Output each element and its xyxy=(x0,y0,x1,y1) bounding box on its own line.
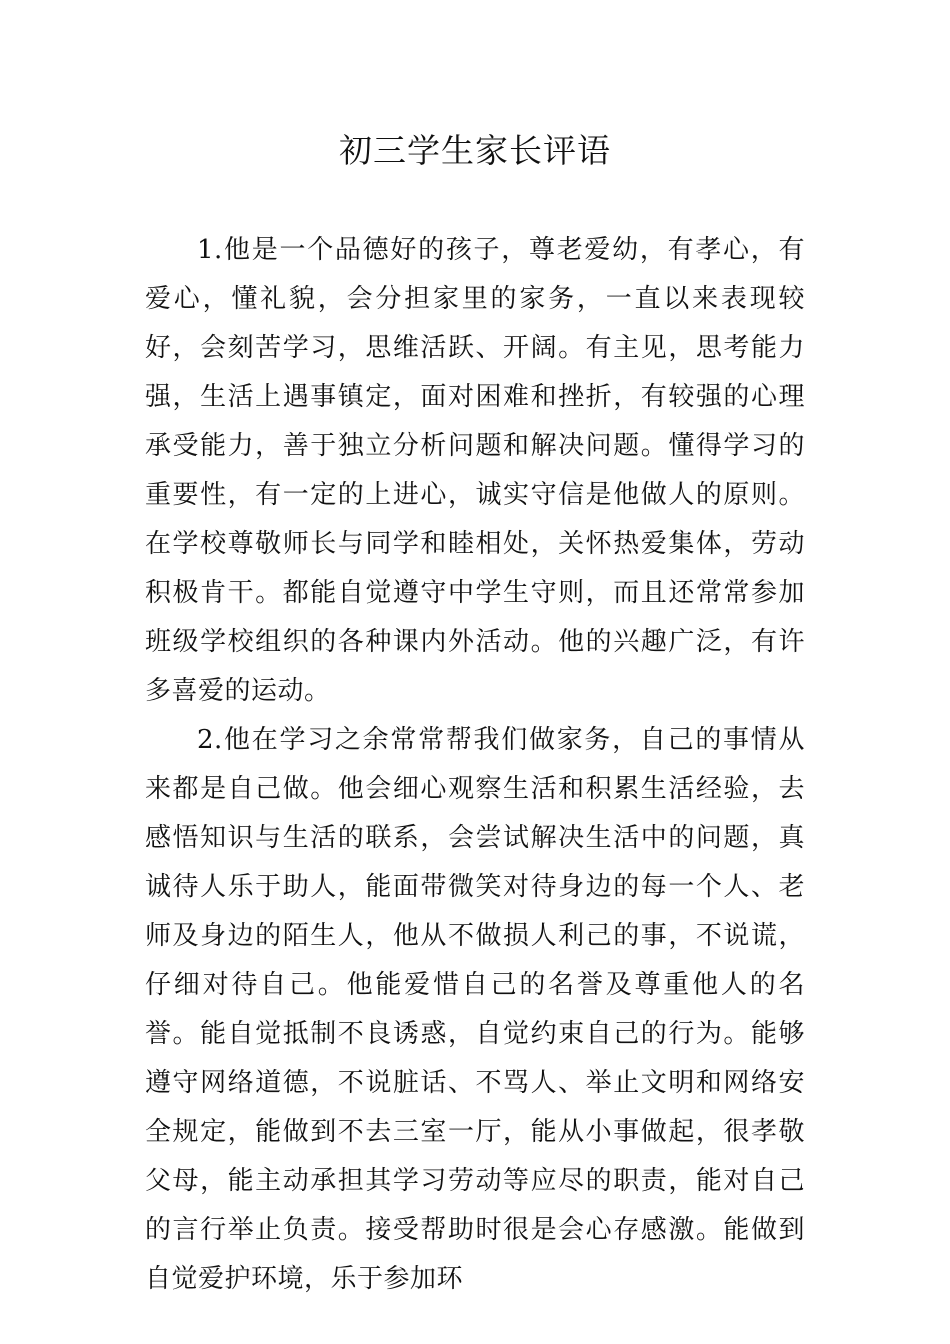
document-body xyxy=(145,226,805,1304)
paragraph-2: 2.他在学习之余常常帮我们做家务，自己的事情从来都是自己做。他会细心观察生活和积累生活经验，去感悟知识与生活的联系，会尝试解决生活中的问题，真诚待人乐于助人，能面带微笑对待身边的每一个人、老师及身边的陌生人，他从不做损人利己的事，不说谎，仔细对待自己。他能爱惜自己的名誉及尊重他人的名誉。能自觉抵制不良诱惑，自觉约束自己的行为。能够遵守网络道德，不说脏话、不骂人、举止文明和网络安全规定，能做到不去三室一厅，能从小事做起，很孝敬父母，能主动承担其学习劳动等应尽的职责，能对自己的言行举止负责。接受帮助时很是会心存感激。能做到自觉爱护环境，乐于参加环 xyxy=(145,725,805,1294)
paragraph-1: 1.他是一个品德好的孩子，尊老爱幼，有孝心，有爱心，懂礼貌，会分担家里的家务，一直以来表现较好，会刻苦学习，思维活跃、开阔。有主见，思考能力强，生活上遇事镇定，面对困难和挫折，有较强的心理承受能力，善于独立分析问题和解决问题。懂得学习的重要性，有一定的上进心，诚实守信是他做人的原则。在学校尊敬师长与同学和睦相处，关怀热爱集体，劳动积极肯干。都能自觉遵守中学生守则，而且还常常参加班级学校组织的各种课内外活动。他的兴趣广泛，有许多喜爱的运动。 xyxy=(145,235,805,706)
document-title: 初三学生家长评语 xyxy=(339,131,611,170)
